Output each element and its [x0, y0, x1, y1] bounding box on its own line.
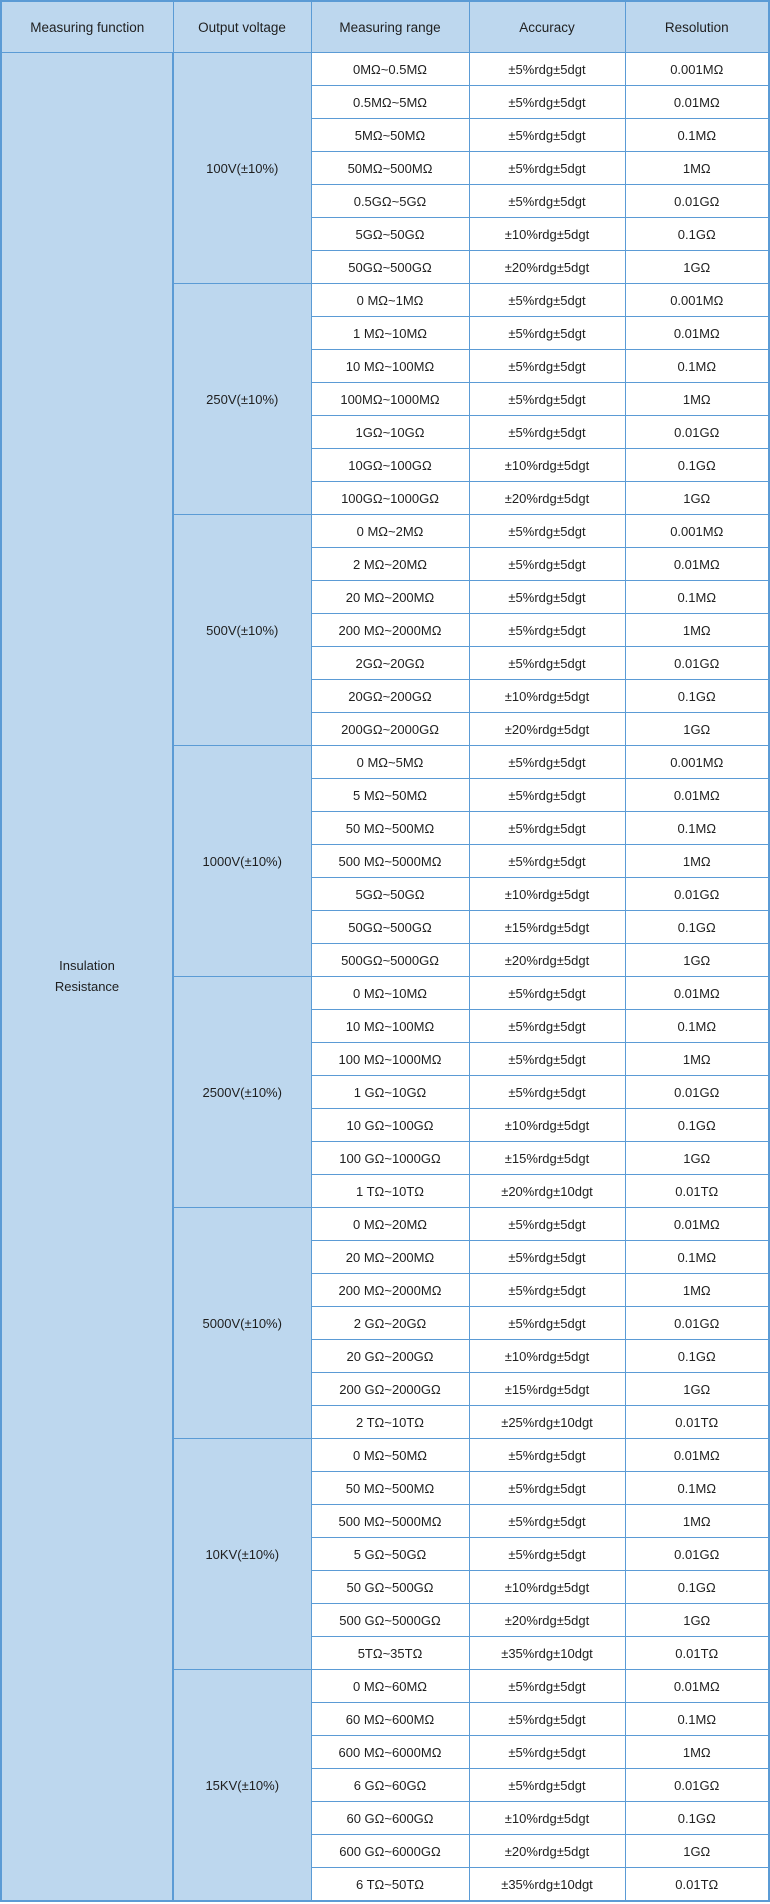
range-cell: 500 GΩ~5000GΩ: [311, 1604, 469, 1637]
resolution-cell: 0.01MΩ: [625, 86, 769, 119]
range-cell: 10GΩ~100GΩ: [311, 449, 469, 482]
accuracy-cell: ±10%rdg±5dgt: [469, 1340, 625, 1373]
output-voltage-cell: 2500V(±10%): [173, 977, 311, 1208]
resolution-cell: 1MΩ: [625, 1043, 769, 1076]
range-cell: 2 MΩ~20MΩ: [311, 548, 469, 581]
resolution-cell: 0.001MΩ: [625, 515, 769, 548]
range-cell: 100MΩ~1000MΩ: [311, 383, 469, 416]
resolution-cell: 0.1GΩ: [625, 680, 769, 713]
range-cell: 5 MΩ~50MΩ: [311, 779, 469, 812]
resolution-cell: 0.01GΩ: [625, 416, 769, 449]
resolution-cell: 0.01GΩ: [625, 185, 769, 218]
accuracy-cell: ±35%rdg±10dgt: [469, 1868, 625, 1902]
range-cell: 50GΩ~500GΩ: [311, 911, 469, 944]
range-cell: 1 MΩ~10MΩ: [311, 317, 469, 350]
resolution-cell: 0.1MΩ: [625, 1241, 769, 1274]
accuracy-cell: ±5%rdg±5dgt: [469, 977, 625, 1010]
resolution-cell: 1GΩ: [625, 1835, 769, 1868]
range-cell: 1GΩ~10GΩ: [311, 416, 469, 449]
accuracy-cell: ±5%rdg±5dgt: [469, 845, 625, 878]
range-cell: 1 TΩ~10TΩ: [311, 1175, 469, 1208]
spec-table-body: [1, 53, 769, 1902]
resolution-cell: 0.1MΩ: [625, 1472, 769, 1505]
col-header-accuracy: Accuracy: [469, 1, 625, 53]
accuracy-cell: ±5%rdg±5dgt: [469, 1010, 625, 1043]
range-cell: 5TΩ~35TΩ: [311, 1637, 469, 1670]
output-voltage-cell: 1000V(±10%): [173, 746, 311, 977]
range-cell: 0 MΩ~60MΩ: [311, 1670, 469, 1703]
accuracy-cell: ±20%rdg±5dgt: [469, 944, 625, 977]
range-cell: 500GΩ~5000GΩ: [311, 944, 469, 977]
accuracy-cell: ±5%rdg±5dgt: [469, 350, 625, 383]
range-cell: 0.5GΩ~5GΩ: [311, 185, 469, 218]
measuring-function-label: Insulation Resistance: [54, 958, 120, 994]
resolution-cell: 1GΩ: [625, 1604, 769, 1637]
accuracy-cell: ±5%rdg±5dgt: [469, 383, 625, 416]
resolution-cell: 0.01GΩ: [625, 878, 769, 911]
resolution-cell: 1MΩ: [625, 1736, 769, 1769]
range-cell: 20 MΩ~200MΩ: [311, 581, 469, 614]
range-cell: 5GΩ~50GΩ: [311, 878, 469, 911]
range-cell: 20 MΩ~200MΩ: [311, 1241, 469, 1274]
resolution-cell: 1GΩ: [625, 944, 769, 977]
resolution-cell: 0.1MΩ: [625, 1703, 769, 1736]
resolution-cell: 0.01TΩ: [625, 1868, 769, 1902]
output-voltage-cell: 10KV(±10%): [173, 1439, 311, 1670]
col-header-resolution: Resolution: [625, 1, 769, 53]
accuracy-cell: ±20%rdg±5dgt: [469, 482, 625, 515]
range-cell: 0.5MΩ~5MΩ: [311, 86, 469, 119]
resolution-cell: 0.01GΩ: [625, 1307, 769, 1340]
accuracy-cell: ±5%rdg±5dgt: [469, 779, 625, 812]
resolution-cell: 0.1MΩ: [625, 119, 769, 152]
resolution-cell: 0.01TΩ: [625, 1637, 769, 1670]
accuracy-cell: ±20%rdg±5dgt: [469, 1604, 625, 1637]
range-cell: 1 GΩ~10GΩ: [311, 1076, 469, 1109]
resolution-cell: 0.01MΩ: [625, 1670, 769, 1703]
range-cell: 100 GΩ~1000GΩ: [311, 1142, 469, 1175]
accuracy-cell: ±5%rdg±5dgt: [469, 1670, 625, 1703]
accuracy-cell: ±5%rdg±5dgt: [469, 812, 625, 845]
accuracy-cell: ±5%rdg±5dgt: [469, 1274, 625, 1307]
resolution-cell: 1GΩ: [625, 482, 769, 515]
accuracy-cell: ±10%rdg±5dgt: [469, 218, 625, 251]
range-cell: 0 MΩ~1MΩ: [311, 284, 469, 317]
accuracy-cell: ±5%rdg±5dgt: [469, 1736, 625, 1769]
resolution-cell: 1MΩ: [625, 614, 769, 647]
range-cell: 100 MΩ~1000MΩ: [311, 1043, 469, 1076]
range-cell: 600 MΩ~6000MΩ: [311, 1736, 469, 1769]
accuracy-cell: ±5%rdg±5dgt: [469, 1307, 625, 1340]
accuracy-cell: ±5%rdg±5dgt: [469, 647, 625, 680]
resolution-cell: 0.01MΩ: [625, 548, 769, 581]
range-cell: 60 MΩ~600MΩ: [311, 1703, 469, 1736]
resolution-cell: 0.01GΩ: [625, 1769, 769, 1802]
resolution-cell: 1GΩ: [625, 1142, 769, 1175]
range-cell: 10 GΩ~100GΩ: [311, 1109, 469, 1142]
resolution-cell: 0.01GΩ: [625, 647, 769, 680]
resolution-cell: 1MΩ: [625, 383, 769, 416]
accuracy-cell: ±5%rdg±5dgt: [469, 1241, 625, 1274]
resolution-cell: 0.01MΩ: [625, 977, 769, 1010]
range-cell: 2GΩ~20GΩ: [311, 647, 469, 680]
range-cell: 200 GΩ~2000GΩ: [311, 1373, 469, 1406]
range-cell: 0 MΩ~20MΩ: [311, 1208, 469, 1241]
resolution-cell: 0.1GΩ: [625, 1571, 769, 1604]
output-voltage-cell: 5000V(±10%): [173, 1208, 311, 1439]
resolution-cell: 0.1GΩ: [625, 218, 769, 251]
accuracy-cell: ±5%rdg±5dgt: [469, 317, 625, 350]
col-header-measuring-function: Measuring function: [1, 1, 173, 53]
resolution-cell: 0.001MΩ: [625, 284, 769, 317]
accuracy-cell: ±5%rdg±5dgt: [469, 1043, 625, 1076]
resolution-cell: 0.001MΩ: [625, 746, 769, 779]
range-cell: 5GΩ~50GΩ: [311, 218, 469, 251]
resolution-cell: 1GΩ: [625, 251, 769, 284]
accuracy-cell: ±15%rdg±5dgt: [469, 911, 625, 944]
resolution-cell: 0.1MΩ: [625, 1010, 769, 1043]
resolution-cell: 0.01GΩ: [625, 1538, 769, 1571]
accuracy-cell: ±20%rdg±10dgt: [469, 1175, 625, 1208]
col-header-measuring-range: Measuring range: [311, 1, 469, 53]
accuracy-cell: ±5%rdg±5dgt: [469, 1439, 625, 1472]
range-cell: 200 MΩ~2000MΩ: [311, 614, 469, 647]
accuracy-cell: ±10%rdg±5dgt: [469, 1571, 625, 1604]
accuracy-cell: ±15%rdg±5dgt: [469, 1373, 625, 1406]
resolution-cell: 0.01MΩ: [625, 1208, 769, 1241]
resolution-cell: 1GΩ: [625, 1373, 769, 1406]
accuracy-cell: ±5%rdg±5dgt: [469, 1472, 625, 1505]
resolution-cell: 0.1MΩ: [625, 350, 769, 383]
resolution-cell: 0.1GΩ: [625, 1340, 769, 1373]
range-cell: 500 MΩ~5000MΩ: [311, 845, 469, 878]
accuracy-cell: ±5%rdg±5dgt: [469, 86, 625, 119]
resolution-cell: 0.1MΩ: [625, 812, 769, 845]
range-cell: 5MΩ~50MΩ: [311, 119, 469, 152]
accuracy-cell: ±10%rdg±5dgt: [469, 449, 625, 482]
resolution-cell: 0.1GΩ: [625, 911, 769, 944]
accuracy-cell: ±5%rdg±5dgt: [469, 185, 625, 218]
accuracy-cell: ±5%rdg±5dgt: [469, 1703, 625, 1736]
range-cell: 20 GΩ~200GΩ: [311, 1340, 469, 1373]
output-voltage-cell: 100V(±10%): [173, 53, 311, 284]
resolution-cell: 0.1GΩ: [625, 1109, 769, 1142]
header-row: [1, 1, 769, 53]
accuracy-cell: ±5%rdg±5dgt: [469, 746, 625, 779]
accuracy-cell: ±15%rdg±5dgt: [469, 1142, 625, 1175]
range-cell: 5 GΩ~50GΩ: [311, 1538, 469, 1571]
accuracy-cell: ±5%rdg±5dgt: [469, 152, 625, 185]
accuracy-cell: ±5%rdg±5dgt: [469, 284, 625, 317]
resolution-cell: 0.1GΩ: [625, 1802, 769, 1835]
resolution-cell: 1MΩ: [625, 152, 769, 185]
range-cell: 10 MΩ~100MΩ: [311, 350, 469, 383]
accuracy-cell: ±5%rdg±5dgt: [469, 416, 625, 449]
range-cell: 600 GΩ~6000GΩ: [311, 1835, 469, 1868]
resolution-cell: 0.001MΩ: [625, 53, 769, 86]
range-cell: 500 MΩ~5000MΩ: [311, 1505, 469, 1538]
accuracy-cell: ±5%rdg±5dgt: [469, 1208, 625, 1241]
range-cell: 50 MΩ~500MΩ: [311, 1472, 469, 1505]
range-cell: 60 GΩ~600GΩ: [311, 1802, 469, 1835]
accuracy-cell: ±10%rdg±5dgt: [469, 878, 625, 911]
output-voltage-cell: 15KV(±10%): [173, 1670, 311, 1902]
range-cell: 0 MΩ~2MΩ: [311, 515, 469, 548]
measuring-function-cell: [1, 53, 173, 1902]
accuracy-cell: ±5%rdg±5dgt: [469, 1076, 625, 1109]
spec-row: [1, 53, 769, 86]
resolution-cell: 0.01MΩ: [625, 779, 769, 812]
col-header-output-voltage: Output voltage: [173, 1, 311, 53]
range-cell: 6 TΩ~50TΩ: [311, 1868, 469, 1902]
accuracy-cell: ±5%rdg±5dgt: [469, 119, 625, 152]
accuracy-cell: ±5%rdg±5dgt: [469, 548, 625, 581]
accuracy-cell: ±10%rdg±5dgt: [469, 1802, 625, 1835]
resolution-cell: 0.01GΩ: [625, 1076, 769, 1109]
range-cell: 0 MΩ~5MΩ: [311, 746, 469, 779]
resolution-cell: 0.01TΩ: [625, 1406, 769, 1439]
range-cell: 2 GΩ~20GΩ: [311, 1307, 469, 1340]
resolution-cell: 0.01TΩ: [625, 1175, 769, 1208]
accuracy-cell: ±25%rdg±10dgt: [469, 1406, 625, 1439]
range-cell: 0 MΩ~10MΩ: [311, 977, 469, 1010]
accuracy-cell: ±35%rdg±10dgt: [469, 1637, 625, 1670]
accuracy-cell: ±20%rdg±5dgt: [469, 713, 625, 746]
range-cell: 0 MΩ~50MΩ: [311, 1439, 469, 1472]
range-cell: 50MΩ~500MΩ: [311, 152, 469, 185]
accuracy-cell: ±5%rdg±5dgt: [469, 53, 625, 86]
accuracy-cell: ±5%rdg±5dgt: [469, 614, 625, 647]
resolution-cell: 1MΩ: [625, 1505, 769, 1538]
range-cell: 10 MΩ~100MΩ: [311, 1010, 469, 1043]
resolution-cell: 1GΩ: [625, 713, 769, 746]
accuracy-cell: ±5%rdg±5dgt: [469, 1505, 625, 1538]
range-cell: 6 GΩ~60GΩ: [311, 1769, 469, 1802]
accuracy-cell: ±5%rdg±5dgt: [469, 1769, 625, 1802]
resolution-cell: 1MΩ: [625, 1274, 769, 1307]
resolution-cell: 1MΩ: [625, 845, 769, 878]
range-cell: 20GΩ~200GΩ: [311, 680, 469, 713]
accuracy-cell: ±20%rdg±5dgt: [469, 251, 625, 284]
resolution-cell: 0.1GΩ: [625, 449, 769, 482]
range-cell: 100GΩ~1000GΩ: [311, 482, 469, 515]
accuracy-cell: ±10%rdg±5dgt: [469, 680, 625, 713]
range-cell: 0MΩ~0.5MΩ: [311, 53, 469, 86]
accuracy-cell: ±5%rdg±5dgt: [469, 581, 625, 614]
range-cell: 2 TΩ~10TΩ: [311, 1406, 469, 1439]
accuracy-cell: ±5%rdg±5dgt: [469, 1538, 625, 1571]
range-cell: 50 MΩ~500MΩ: [311, 812, 469, 845]
resolution-cell: 0.01MΩ: [625, 317, 769, 350]
output-voltage-cell: 500V(±10%): [173, 515, 311, 746]
range-cell: 200 MΩ~2000MΩ: [311, 1274, 469, 1307]
accuracy-cell: ±5%rdg±5dgt: [469, 515, 625, 548]
resolution-cell: 0.01MΩ: [625, 1439, 769, 1472]
resolution-cell: 0.1MΩ: [625, 581, 769, 614]
output-voltage-cell: 250V(±10%): [173, 284, 311, 515]
accuracy-cell: ±20%rdg±5dgt: [469, 1835, 625, 1868]
range-cell: 200GΩ~2000GΩ: [311, 713, 469, 746]
range-cell: 50 GΩ~500GΩ: [311, 1571, 469, 1604]
accuracy-cell: ±10%rdg±5dgt: [469, 1109, 625, 1142]
range-cell: 50GΩ~500GΩ: [311, 251, 469, 284]
